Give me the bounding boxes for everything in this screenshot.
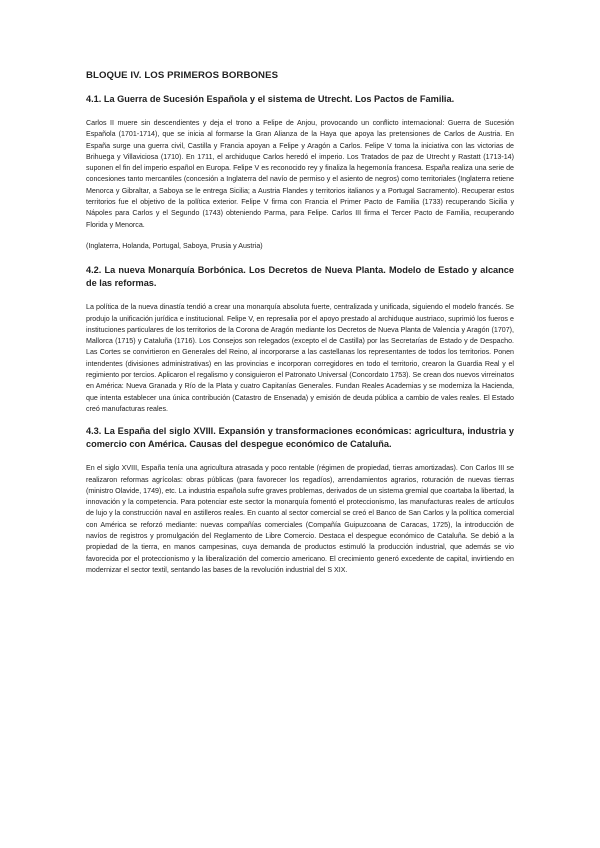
section-paragraph-4-2: La política de la nueva dinastía tendió a crear una monarquía absoluta fuerte, centralizada y unificada, siguiendo el modelo francés. Se produjo la unificación jurídica e institucional. Felipe V, en represalia por el apoyo prestado al archiduque austriaco, suprimió los fueros e instituciones particulares de los territorios de la Corona de Aragón mediante los Decretos de Nueva Planta de Valencia y Aragón (1707), Mallorca (1715) y Cataluña (1716). Los Consejos son relegados (excepto el de Castilla) por las Secretarías de Estado y de Despacho. Las Cortes se convirtieron en Generales del Reino, al incorporarse a las castellanas los representantes de todos los territorios. Ponen intendentes (divisiones administrativas) en las provincias e incorporan corregidores en todo el territorio, crearon la Guardia Real y el regimiento por tercios. Aplicaron el regalismo y consiguieron el Patronato Universal (Concordato 1753). Se crean dos nuevos virreinatos en América: Nueva Granada y Río de la Plata y cuatro Capitanías Generales. Fundan Reales Academias y se moderniza la Hacienda, que intenta establecer una única contribución (Catastro de Ensenada) y emisión de deuda pública a cambio de vales reales. El Estado creó manufacturas reales. [86,303,514,413]
section-heading-4-1: 4.1. La Guerra de Sucesión Española y el sistema de Utrecht. Los Pactos de Familia. [86,94,455,104]
section-heading-4-2: 4.2. La nueva Monarquía Borbónica. Los Decretos de Nueva Planta. Modelo de Estado y alcance de las reformas. [86,265,514,289]
section-heading-4-3: 4.3. La España del siglo XVIII. Expansión y transformaciones económicas: agricultura, industria y comercio con América. Causas del despegue económico de Cataluña. [86,426,514,450]
section-paragraph-4-1: Carlos II muere sin descendientes y deja el trono a Felipe de Anjou, provocando un conflicto internacional: Guerra de Sucesión Española (1701-1714), que se inicia al formarse la Gran Alianza de la Haya que apoya las pretensiones de Carlos de Austria. En España surge una guerra civil, Castilla y Francia apoyan a Felipe y Aragón a Carlos. Felipe V toma la iniciativa con las victorias de Brihuega y Villaviciosa (1710). En 1711, el archiduque Carlos heredó el imperio. Los Tratados de paz de Utrecht y Rastatt (1713-14) suponen el fin del imperio español en Europa. Felipe V es reconocido rey y finaliza la hegemonía francesa. España realiza una serie de concesiones tanto mercantiles (concesión a Inglaterra del navío de permiso y el asiento de negros) como territoriales (Inglaterra retiene Menorca y Gibraltar, a Saboya se le entrega Sicilia; a Austria Flandes y territorios italianos y a Portugal Sacramento). Recuperar estos territorios fue el objetivo de la política exterior. Felipe V firma con Francia el Primer Pacto de Familia (1733) recuperando Sicilia y Nápoles para Carlos y el Segundo (1743) obteniendo Parma, para Felipe. Carlos III firma el Tercer Pacto de Familia, recuperando Florida y Menorca. [86,119,514,229]
section-note-4-1: (Inglaterra, Holanda, Portugal, Saboya, Prusia y Austria) [86,241,263,250]
document-title: BLOQUE IV. LOS PRIMEROS BORBONES [86,70,279,81]
section-paragraph-4-3: En el siglo XVIII, España tenía una agricultura atrasada y poco rentable (régimen de propiedad, tierras amortizadas). Con Carlos III se realizaron reformas agrícolas: obras públicas (para favorecer los regadíos), arrendamientos agrarios, roturación de nuevas tierras (ministro Olavide, 1749), etc. La industria española sufre graves problemas, derivados de un sistema gremial que coartaba la libertad, la innovación y la competencia. Para potenciar este sector la monarquía fomentó el proteccionismo, las manufacturas reales de artículos de lujo y la construcción naval en astilleros reales. En cuanto al sector comercial se creó el Banco de San Carlos y la política comercial con América se reforzó mediante: nuevas compañías comerciales (Compañía Guipuzcoana de Caracas, 1725), la introducción de navíos de registros y promulgación del Reglamento de Libre Comercio. Destaca el despegue económico de Cataluña. Se debió a la propiedad de la tierra, en manos campesinas, cuya demanda de productos estimuló la producción industrial, que además se vio favorecida por el proteccionismo y la liberalización del comercio americano. El crecimiento generó excedente de capital, invirtiendo en modernizar el sector textil, sentando las bases de la revolución industrial del S XIX. [86,464,514,574]
